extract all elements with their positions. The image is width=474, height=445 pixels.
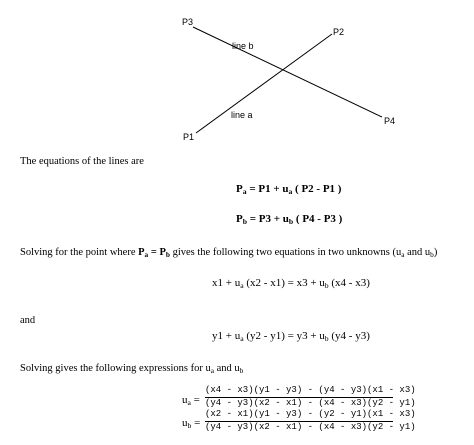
pb-mid: = P3 + u — [247, 213, 289, 225]
ua-label-u: u — [182, 394, 188, 406]
eqx-c: (x4 - x3) — [328, 277, 370, 289]
intro-text: The equations of the lines are — [20, 156, 144, 167]
solving1-a: Solving for the point where — [20, 247, 139, 258]
pa-mid: = P1 + u — [246, 183, 289, 195]
solving2-b: and u — [214, 363, 240, 374]
pa-lhs: P — [236, 183, 243, 195]
eqx-a: x1 + u — [212, 277, 241, 289]
equation-pb — [236, 213, 342, 225]
solving-text-1 — [20, 247, 437, 258]
solving1-d: ) — [433, 247, 438, 258]
solving2-b-sub: b — [239, 366, 244, 375]
eqy-b: (y2 - y1) = y3 + u — [243, 330, 325, 342]
label-p2: P2 — [333, 27, 345, 37]
equation-x — [212, 277, 370, 289]
solving1-pb-sub: b — [165, 250, 170, 259]
solving1-pb: P — [159, 247, 166, 258]
eqy-a-sub: a — [240, 334, 244, 343]
eqy-a: y1 + u — [212, 330, 241, 342]
equation-pa — [236, 183, 341, 195]
eqx-b-sub: b — [324, 281, 329, 290]
label-line-a: line a — [231, 110, 253, 120]
solving1-u2-sub: b — [430, 250, 434, 259]
ub-label-u: u — [182, 417, 188, 429]
pa-lhs-sub: a — [242, 187, 247, 196]
ub-numerator: (x2 - x1)(y1 - y3) - (y2 - y1)(x1 - x3) — [205, 409, 416, 419]
label-line-b: line b — [232, 41, 254, 51]
label-p3: P3 — [182, 17, 194, 27]
ua-denominator: (y4 - y3)(x2 - x1) - (x4 - x3)(y2 - y1) — [205, 398, 416, 408]
ua-label-eq: = — [190, 394, 200, 406]
and-text: and — [20, 315, 36, 326]
pb-lhs-sub: b — [242, 217, 248, 226]
ua-label — [182, 394, 200, 406]
label-p1: P1 — [183, 132, 195, 142]
ub-label-sub: b — [187, 421, 192, 430]
solving1-pa-sub: a — [144, 250, 149, 259]
solving-text-2 — [20, 363, 243, 374]
solving2-a-sub: a — [210, 366, 214, 375]
ub-label — [182, 417, 200, 429]
solving1-u1-sub: a — [401, 250, 405, 259]
solving1-pa: P — [138, 247, 145, 258]
pa-rhs: ( P2 - P1 ) — [292, 183, 342, 195]
eqy-b-sub: b — [324, 334, 329, 343]
solving1-eqsign: = — [148, 247, 160, 258]
ub-label-eq: = — [191, 417, 201, 429]
pa-mid-sub: a — [288, 187, 293, 196]
ub-denominator: (y4 - y3)(x2 - x1) - (x4 - x3)(y2 - y1) — [205, 422, 416, 432]
solving1-b: gives the following two equations in two unknowns (u — [169, 247, 402, 258]
eqx-a-sub: a — [240, 281, 244, 290]
eqy-c: (y4 - y3) — [328, 330, 370, 342]
line-b — [193, 27, 382, 117]
pb-mid-sub: b — [288, 217, 294, 226]
equation-y — [212, 330, 370, 342]
ua-label-sub: a — [187, 398, 191, 407]
eqx-b: (x2 - x1) = x3 + u — [243, 277, 325, 289]
label-p4: P4 — [384, 116, 396, 126]
ua-numerator: (x4 - x3)(y1 - y3) - (y4 - y3)(x1 - x3) — [205, 385, 416, 395]
pb-rhs: ( P4 - P3 ) — [293, 213, 343, 225]
line-intersection-diagram — [0, 0, 474, 150]
pb-lhs: P — [236, 213, 243, 225]
solving2-a: Solving gives the following expressions for u — [20, 363, 211, 374]
solving1-c: and u — [404, 247, 431, 258]
